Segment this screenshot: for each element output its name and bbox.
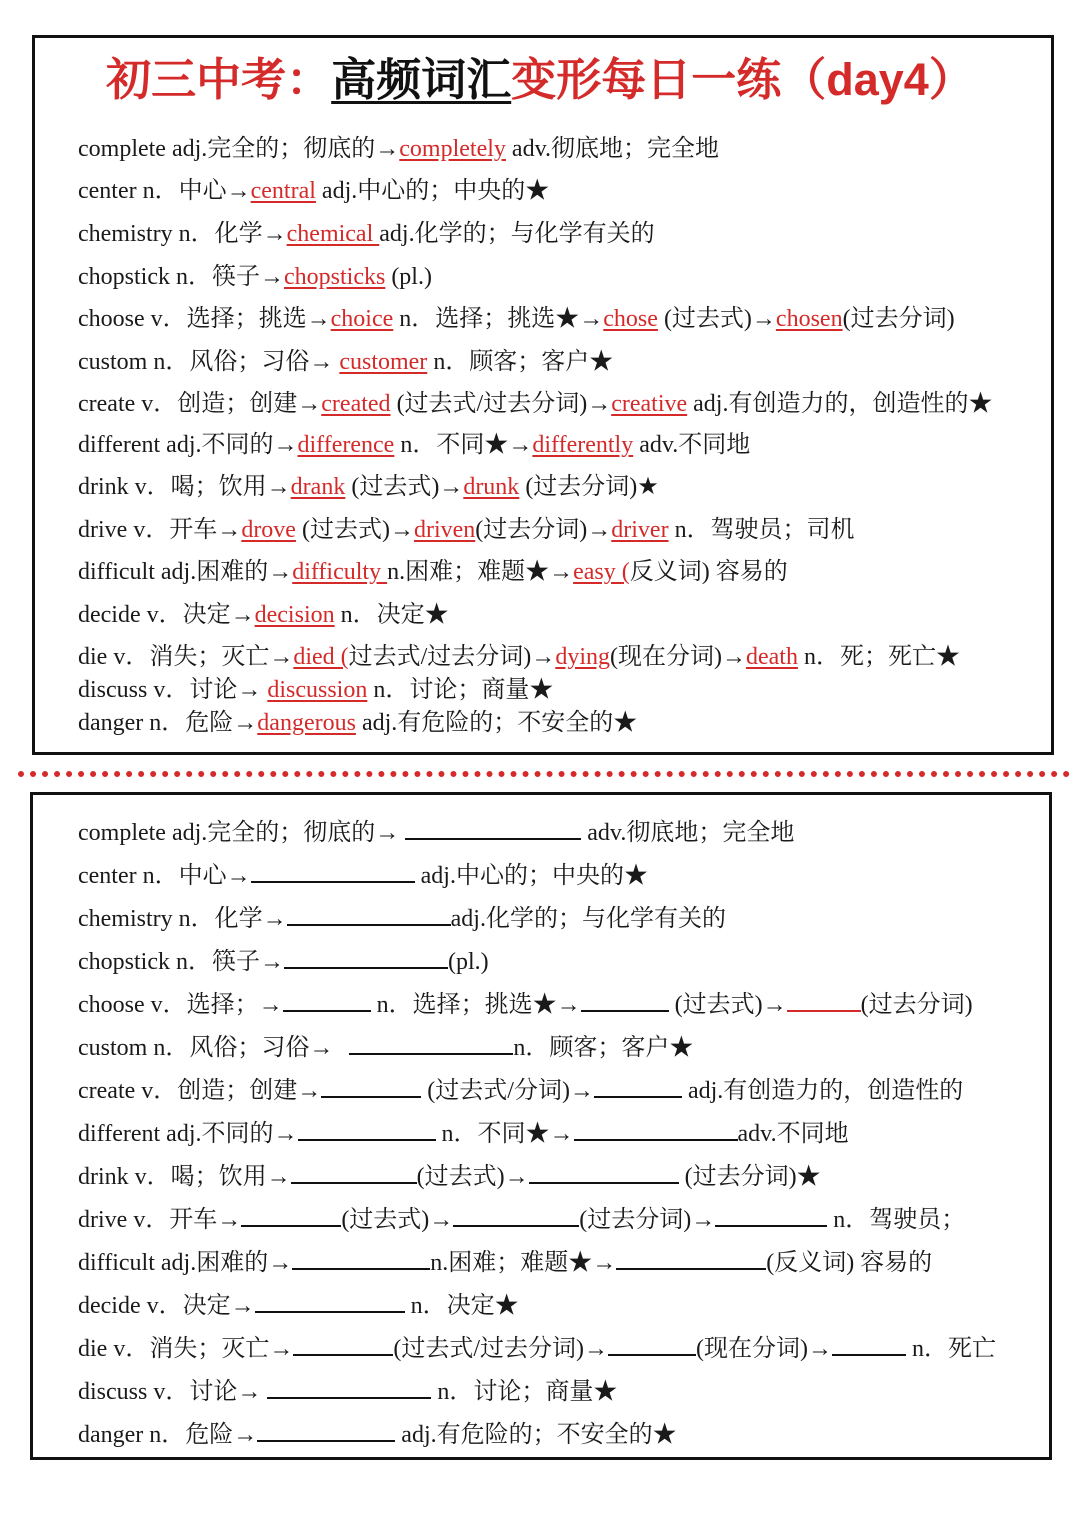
answer-blank[interactable] <box>293 1332 393 1356</box>
answer-word: died ( <box>293 644 349 670</box>
row-text: (现在分词)→ <box>695 1336 832 1362</box>
row-text: decide v．决定→ <box>78 1293 255 1319</box>
exercise-row <box>78 1117 849 1149</box>
answer-word: created <box>321 391 391 417</box>
answer-word: creative <box>611 391 688 417</box>
row-text: (过去式)→ <box>668 992 787 1018</box>
row-text: chemistry n．化学→ <box>78 906 287 932</box>
row-text: n．顾客；客户★ <box>427 349 614 375</box>
answer-row <box>78 708 637 738</box>
row-text: die v．消失；灭亡→ <box>78 644 294 670</box>
row-text: (过去式)→ <box>416 1164 529 1190</box>
row-text: n．顾客；客户★ <box>513 1035 694 1061</box>
row-text: danger n．危险→ <box>78 1422 258 1448</box>
row-text: discuss v．讨论→ <box>78 1379 268 1405</box>
row-text: decide v．决定→ <box>78 602 255 628</box>
row-text: 反义词) 容易的 <box>629 559 788 585</box>
row-text: adj.有危险的；不安全的★ <box>395 1422 677 1448</box>
answer-blank[interactable] <box>529 1160 679 1184</box>
answer-word: choice <box>330 306 394 332</box>
row-text: n．选择；挑选★→ <box>370 992 581 1018</box>
row-text: (过去式/过去分词)→ <box>390 391 612 417</box>
page-title <box>0 50 1080 110</box>
row-text: drive v．开车→ <box>78 1207 242 1233</box>
title-paren-close: ） <box>928 54 974 105</box>
answer-blank[interactable] <box>581 988 669 1012</box>
row-text: (过去分词)→ <box>579 1207 716 1233</box>
answer-blank[interactable] <box>608 1332 696 1356</box>
row-text: (反义词) 容易的 <box>766 1250 933 1276</box>
answer-blank[interactable] <box>298 1117 436 1141</box>
row-text: chopstick n．筷子→ <box>78 949 284 975</box>
answer-word: chose <box>603 306 658 332</box>
row-text: (pl.) <box>385 264 432 290</box>
answer-row <box>78 219 655 249</box>
row-text: adj.有创造力的，创造性的 <box>681 1078 964 1104</box>
answer-blank[interactable] <box>594 1074 682 1098</box>
answer-row <box>78 134 719 164</box>
answer-blank[interactable] <box>405 816 581 840</box>
answer-row <box>78 262 432 292</box>
row-text: adv.不同地 <box>737 1121 849 1147</box>
row-text: n．讨论；商量★ <box>431 1379 618 1405</box>
row-text: adv.不同地 <box>633 432 751 458</box>
title-mid: 变形每日一练 <box>511 55 782 105</box>
exercise-row <box>78 1203 965 1235</box>
answer-row <box>78 347 613 377</box>
answer-word: dying <box>555 644 610 670</box>
row-text: choose v．选择；挑选→ <box>78 306 331 332</box>
answer-blank[interactable] <box>292 1246 430 1270</box>
answer-word: chopsticks <box>283 264 386 290</box>
exercise-row <box>78 1246 932 1278</box>
answer-word: driver <box>611 517 669 543</box>
row-text: (过去式/过去分词)→ <box>393 1336 608 1362</box>
answer-row <box>78 557 788 587</box>
row-text: (过去分词)★ <box>519 474 659 500</box>
title-paren-open: （ <box>781 54 827 105</box>
answer-row <box>78 675 553 705</box>
row-text: 过去式/过去分词)→ <box>348 644 556 670</box>
row-text: n．决定★ <box>404 1293 519 1319</box>
row-text: n．不同★→ <box>435 1121 574 1147</box>
row-text: n．选择；挑选★→ <box>393 306 604 332</box>
exercise-row <box>78 859 648 891</box>
answer-blank[interactable] <box>321 1074 421 1098</box>
answer-blank[interactable] <box>257 1418 395 1442</box>
row-text: adj.化学的；与化学有关的 <box>379 221 655 247</box>
answer-blank[interactable] <box>287 902 451 926</box>
row-text: adj.中心的；中央的★ <box>315 178 550 204</box>
row-text: (过去分词)→ <box>475 517 612 543</box>
row-text: difficult adj.困难的→ <box>78 1250 293 1276</box>
answer-blank[interactable] <box>787 988 861 1012</box>
answer-word: driven <box>413 517 476 543</box>
answer-row <box>78 600 449 630</box>
row-text: custom n．风俗；习俗→ <box>78 1035 340 1061</box>
answer-row <box>78 389 992 419</box>
answer-word: decision <box>254 602 335 628</box>
row-text: drink v．喝；饮用→ <box>78 474 291 500</box>
answer-row <box>78 472 659 502</box>
exercise-row <box>78 1418 677 1450</box>
answer-blank[interactable] <box>616 1246 766 1270</box>
row-text: complete adj.完全的；彻底的→ <box>78 136 400 162</box>
row-text: create v．创造；创建→ <box>78 391 322 417</box>
answer-word: difficulty <box>292 559 388 585</box>
row-text: choose v．选择；→ <box>78 992 283 1018</box>
row-text: create v．创造；创建→ <box>78 1078 322 1104</box>
row-text: adj.有创造力的，创造性的★ <box>687 391 993 417</box>
answer-word: customer <box>339 349 428 375</box>
answer-blank[interactable] <box>574 1117 738 1141</box>
row-text: custom n．风俗；习俗→ <box>78 349 340 375</box>
row-text: complete adj.完全的；彻底的→ <box>78 820 406 846</box>
dotted-separator <box>18 771 1070 777</box>
row-text: n．死亡 <box>905 1336 996 1362</box>
row-text: center n．中心→ <box>78 178 251 204</box>
row-text: n.困难；难题★→ <box>387 559 574 585</box>
row-text: difficult adj.困难的→ <box>78 559 293 585</box>
row-text: (过去式/分词)→ <box>421 1078 594 1104</box>
row-text: chemistry n．化学→ <box>78 221 287 247</box>
answer-blank[interactable] <box>284 945 448 969</box>
answer-blank[interactable] <box>283 988 371 1012</box>
row-text: adv.彻底地；完全地 <box>581 820 795 846</box>
row-text: adv.彻底地；完全地 <box>505 136 720 162</box>
exercise-row <box>78 1074 963 1106</box>
row-text: drive v．开车→ <box>78 517 242 543</box>
answer-row <box>78 430 750 460</box>
answer-blank[interactable] <box>291 1160 417 1184</box>
exercise-row <box>78 816 794 848</box>
answer-row <box>78 304 955 334</box>
row-text: discuss v．讨论→ <box>78 677 268 703</box>
answer-blank[interactable] <box>832 1332 906 1356</box>
answer-blank[interactable] <box>241 1203 341 1227</box>
exercise-row <box>78 1375 617 1407</box>
answer-blank[interactable] <box>267 1375 431 1399</box>
row-text: n．讨论；商量★ <box>367 677 554 703</box>
row-text: n．驾驶员； <box>827 1207 966 1233</box>
answer-word: drank <box>290 474 346 500</box>
title-day: day4 <box>826 54 929 105</box>
row-text: (过去式)→ <box>657 306 776 332</box>
row-text: adj.中心的；中央的★ <box>414 863 648 889</box>
exercise-row <box>78 1289 519 1321</box>
row-text: (过去分词)★ <box>678 1164 821 1190</box>
row-text: chopstick n．筷子→ <box>78 264 284 290</box>
answer-word: drove <box>241 517 296 543</box>
row-text: danger n．危险→ <box>78 710 258 736</box>
answer-word: dangerous <box>257 710 356 736</box>
title-prefix: 初三中考： <box>106 55 332 105</box>
row-text: die v．消失；灭亡→ <box>78 1336 294 1362</box>
answer-row <box>78 176 549 206</box>
answer-word: easy ( <box>573 559 630 585</box>
row-text: (pl.) <box>447 949 489 975</box>
answer-word: drunk <box>463 474 520 500</box>
exercise-row <box>78 1160 821 1192</box>
row-text: (过去分词) <box>842 306 955 332</box>
row-text: center n．中心→ <box>78 863 251 889</box>
row-text: different adj.不同的→ <box>78 432 298 458</box>
row-text: (过去式)→ <box>295 517 414 543</box>
row-text: adj.有危险的；不安全的★ <box>355 710 638 736</box>
answer-word: chemical <box>286 221 380 247</box>
row-text: n.困难；难题★→ <box>430 1250 617 1276</box>
answer-word: chosen <box>775 306 843 332</box>
row-text: n．决定★ <box>334 602 449 628</box>
answer-row <box>78 642 960 672</box>
exercise-row <box>78 1332 996 1364</box>
row-text: adj.化学的；与化学有关的 <box>450 906 726 932</box>
row-text: n．死；死亡★ <box>797 644 960 670</box>
row-text: (现在分词)→ <box>609 644 746 670</box>
title-main: 高频词汇 <box>331 55 512 105</box>
answer-word: death <box>745 644 798 670</box>
row-text: (过去式)→ <box>341 1207 454 1233</box>
row-text: different adj.不同的→ <box>78 1121 298 1147</box>
answer-blank[interactable] <box>453 1203 579 1227</box>
answer-word: discussion <box>267 677 368 703</box>
exercise-row <box>78 902 726 934</box>
answer-word: differently <box>532 432 634 458</box>
row-text: (过去式)→ <box>345 474 464 500</box>
row-text: n．驾驶员；司机 <box>668 517 855 543</box>
answer-blank[interactable] <box>255 1289 405 1313</box>
exercise-row <box>78 945 489 977</box>
answer-word: central <box>250 178 316 204</box>
answer-word: difference <box>297 432 395 458</box>
answer-row <box>78 515 855 545</box>
answer-blank[interactable] <box>349 1031 513 1055</box>
answer-blank[interactable] <box>715 1203 827 1227</box>
answer-blank[interactable] <box>251 859 415 883</box>
row-text: n．不同★→ <box>394 432 533 458</box>
row-text: drink v．喝；饮用→ <box>78 1164 291 1190</box>
row-text: (过去分词) <box>860 992 973 1018</box>
answer-word: completely <box>399 136 506 162</box>
exercise-row <box>78 1031 693 1063</box>
exercise-row <box>78 988 973 1020</box>
